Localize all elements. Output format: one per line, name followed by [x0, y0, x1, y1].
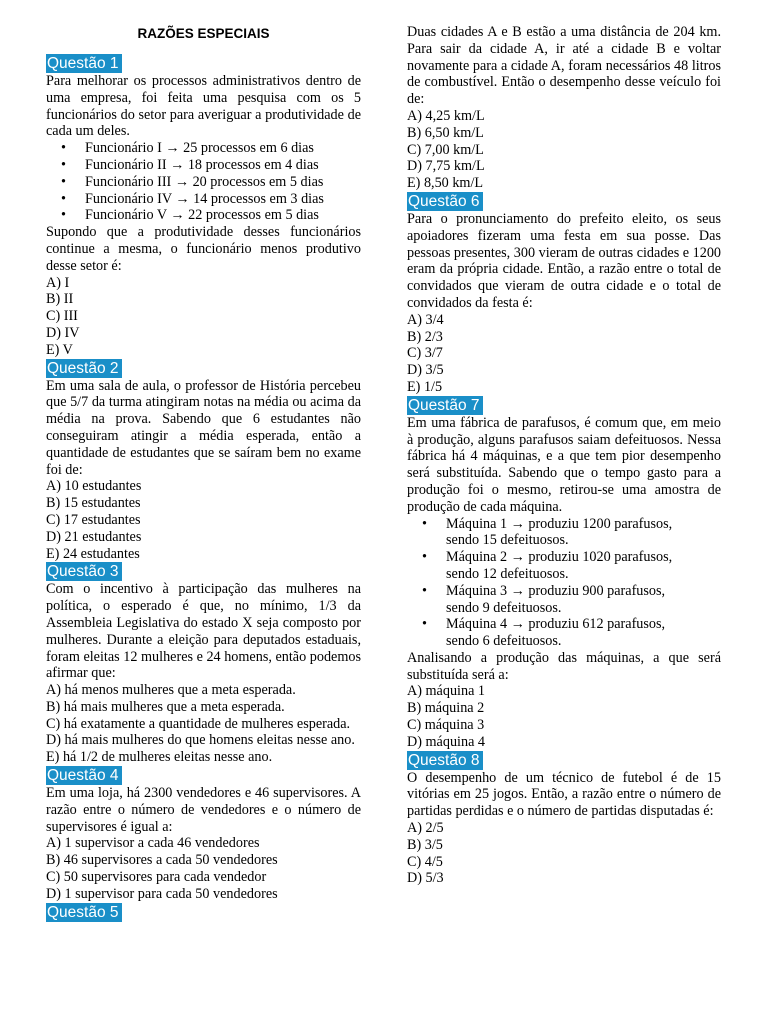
- answer-option: A) 2/5: [407, 820, 444, 837]
- answer-option: A) 4,25 km/L: [407, 107, 485, 124]
- list-item-main: Máquina 2 → produziu 1020 parafusos,: [446, 549, 673, 566]
- list-item-sub: sendo 15 defeituosos.: [446, 532, 569, 549]
- list-item: • Funcionário II → 18 processos em 4 dias: [85, 157, 361, 174]
- answer-options: [407, 108, 721, 192]
- question-6: [407, 192, 721, 396]
- list-item: • Funcionário III → 20 processos em 5 dias: [85, 174, 361, 191]
- list-item-main: Máquina 1 → produziu 1200 parafusos,: [446, 515, 673, 532]
- list-item-sub: sendo 9 defeituosos.: [446, 599, 562, 616]
- question-4: [46, 766, 361, 903]
- answer-options: [46, 682, 361, 766]
- question-header: Questão 2: [46, 359, 122, 378]
- list-item: [446, 583, 721, 617]
- question-text: Em uma loja, há 2300 vendedores e 46 supervisores. A razão entre o número de vendedores e o número de supervisores é igual a:: [46, 785, 361, 835]
- answer-option: C) 7,00 km/L: [407, 141, 484, 158]
- answer-option: E) 1/5: [407, 378, 443, 395]
- list-item: [446, 616, 721, 650]
- answer-options: [46, 835, 361, 902]
- answer-options: [407, 683, 721, 750]
- answer-options: [46, 478, 361, 562]
- question-header: Questão 1: [46, 54, 122, 73]
- answer-option: B) máquina 2: [407, 700, 485, 717]
- question-text: Em uma sala de aula, o professor de História percebeu que 5/7 da turma atingiram notas na média ou acima da média na prova. Sabendo que 6 estudantes não conseguiram atingir a média esperada, então a quantidade de estudantes que se saíram bem no exame foi de:: [46, 377, 361, 478]
- answer-option: A) 3/4: [407, 311, 444, 328]
- answer-option: C) há exatamente a quantidade de mulheres esperada.: [46, 715, 351, 732]
- list-item-sub: sendo 6 defeituosos.: [446, 633, 562, 650]
- question-header: Questão 7: [407, 396, 483, 415]
- question-header: Questão 5: [46, 903, 122, 922]
- question-text: Em uma fábrica de parafusos, é comum que, em meio à produção, alguns parafusos saiam defeituosos. Nessa fábrica há 4 máquinas, e a que tem pior desempenho será substituída. Sabendo que o tempo gasto para a produção foi o mesmo, retirou-se uma amostra de produção de cada máquina.: [407, 414, 721, 515]
- list-item-sub: sendo 12 defeituosos.: [446, 565, 569, 582]
- answer-option: E) V: [46, 341, 73, 358]
- left-column: [46, 22, 361, 922]
- question-followup: Analisando a produção das máquinas, a que será substituída será a:: [407, 649, 721, 683]
- answer-option: B) 2/3: [407, 328, 443, 345]
- question-header: Questão 8: [407, 751, 483, 770]
- question-8: [407, 751, 721, 888]
- item-list: [46, 140, 361, 224]
- right-column: [407, 24, 721, 887]
- list-item: • Funcionário I → 25 processos em 6 dias: [85, 140, 361, 157]
- list-item-main: Máquina 3 → produziu 900 parafusos,: [446, 582, 666, 599]
- answer-option: B) 46 supervisores a cada 50 vendedores: [46, 852, 278, 869]
- question-7: [407, 396, 721, 751]
- question-text: Para o pronunciamento do prefeito eleito, os seus apoiadores fizeram uma festa em sua posse. Das pessoas presentes, 300 vieram de outras cidades e 1200 eram da própria cidade. Então, a razão entre o total de convidados que vieram de outra cidade e o total de convidados da festa é:: [407, 210, 722, 311]
- answer-option: B) há mais mulheres que a meta esperada.: [46, 698, 285, 715]
- answer-option: E) 8,50 km/L: [407, 175, 484, 192]
- answer-options: [46, 275, 361, 359]
- answer-option: A) 1 supervisor a cada 46 vendedores: [46, 835, 260, 852]
- answer-option: C) máquina 3: [407, 717, 485, 734]
- answer-option: C) 4/5: [407, 853, 443, 870]
- question-header: Questão 4: [46, 766, 122, 785]
- document-title: RAZÕES ESPECIAIS: [137, 26, 270, 41]
- list-item: [446, 549, 721, 583]
- answer-option: A) I: [46, 274, 70, 291]
- answer-option: D) 21 estudantes: [46, 528, 142, 545]
- answer-option: A) 10 estudantes: [46, 478, 142, 495]
- question-text: Com o incentivo à participação das mulheres na política, o esperado é que, no mínimo, 1/3 da Assembleia Legislativa do estado X seja composto por mulheres. Durante a eleição para deputados estaduais, foram eleitas 12 mulheres e 24 homens, então podemos afirmar que:: [46, 581, 361, 682]
- answer-option: C) 50 supervisores para cada vendedor: [46, 869, 267, 886]
- question-2: [46, 359, 361, 563]
- answer-option: E) há 1/2 de mulheres eleitas nesse ano.: [46, 749, 273, 766]
- question-header: Questão 3: [46, 562, 122, 581]
- answer-option: D) 5/3: [407, 870, 444, 887]
- answer-option: D) 3/5: [407, 362, 444, 379]
- question-text: O desempenho de um técnico de futebol é de 15 vitórias em 25 jogos. Então, a razão entre o número de partidas perdidas e o número de partidas disputadas é:: [407, 769, 721, 820]
- list-item-main: Máquina 4 → produziu 612 parafusos,: [446, 616, 666, 633]
- list-item: [446, 516, 721, 550]
- answer-option: D) máquina 4: [407, 733, 486, 750]
- answer-option: D) 7,75 km/L: [407, 158, 485, 175]
- question-text: Para melhorar os processos administrativos dentro de uma empresa, foi feita uma pesquisa com os 5 funcionários do setor para averiguar a produtividade de cada um deles.: [46, 73, 361, 140]
- answer-option: E) 24 estudantes: [46, 545, 140, 562]
- question-5-header: [46, 903, 361, 922]
- list-item: • Funcionário IV → 14 processos em 3 dias: [85, 191, 361, 208]
- list-item: • Funcionário V → 22 processos em 5 dias: [85, 207, 361, 224]
- answer-option: B) 15 estudantes: [46, 495, 141, 512]
- question-5: [407, 24, 721, 192]
- answer-option: A) máquina 1: [407, 683, 486, 700]
- answer-option: B) 3/5: [407, 836, 443, 853]
- question-header: Questão 6: [407, 192, 483, 211]
- answer-option: C) 17 estudantes: [46, 511, 141, 528]
- answer-option: C) 3/7: [407, 345, 443, 362]
- answer-options: [407, 820, 721, 887]
- answer-option: D) 1 supervisor para cada 50 vendedores: [46, 885, 278, 902]
- answer-option: A) há menos mulheres que a meta esperada.: [46, 682, 296, 699]
- question-1: [46, 54, 361, 359]
- question-3: [46, 562, 361, 766]
- answer-options: [407, 312, 721, 396]
- answer-option: C) III: [46, 308, 78, 325]
- question-text: Duas cidades A e B estão a uma distância de 204 km. Para sair da cidade A, ir até a cidade B e voltar novamente para a cidade A, foram necessários 48 litros de combustível. Então o desempenho desse veículo foi de:: [407, 24, 721, 108]
- answer-option: B) 6,50 km/L: [407, 124, 484, 141]
- answer-option: D) IV: [46, 324, 80, 341]
- answer-option: D) há mais mulheres do que homens eleitas nesse ano.: [46, 732, 355, 749]
- item-list: [407, 516, 721, 650]
- question-followup: Supondo que a produtividade desses funcionários continue a mesma, o funcionário menos produtivo desse setor é:: [46, 224, 361, 274]
- answer-option: B) II: [46, 291, 74, 308]
